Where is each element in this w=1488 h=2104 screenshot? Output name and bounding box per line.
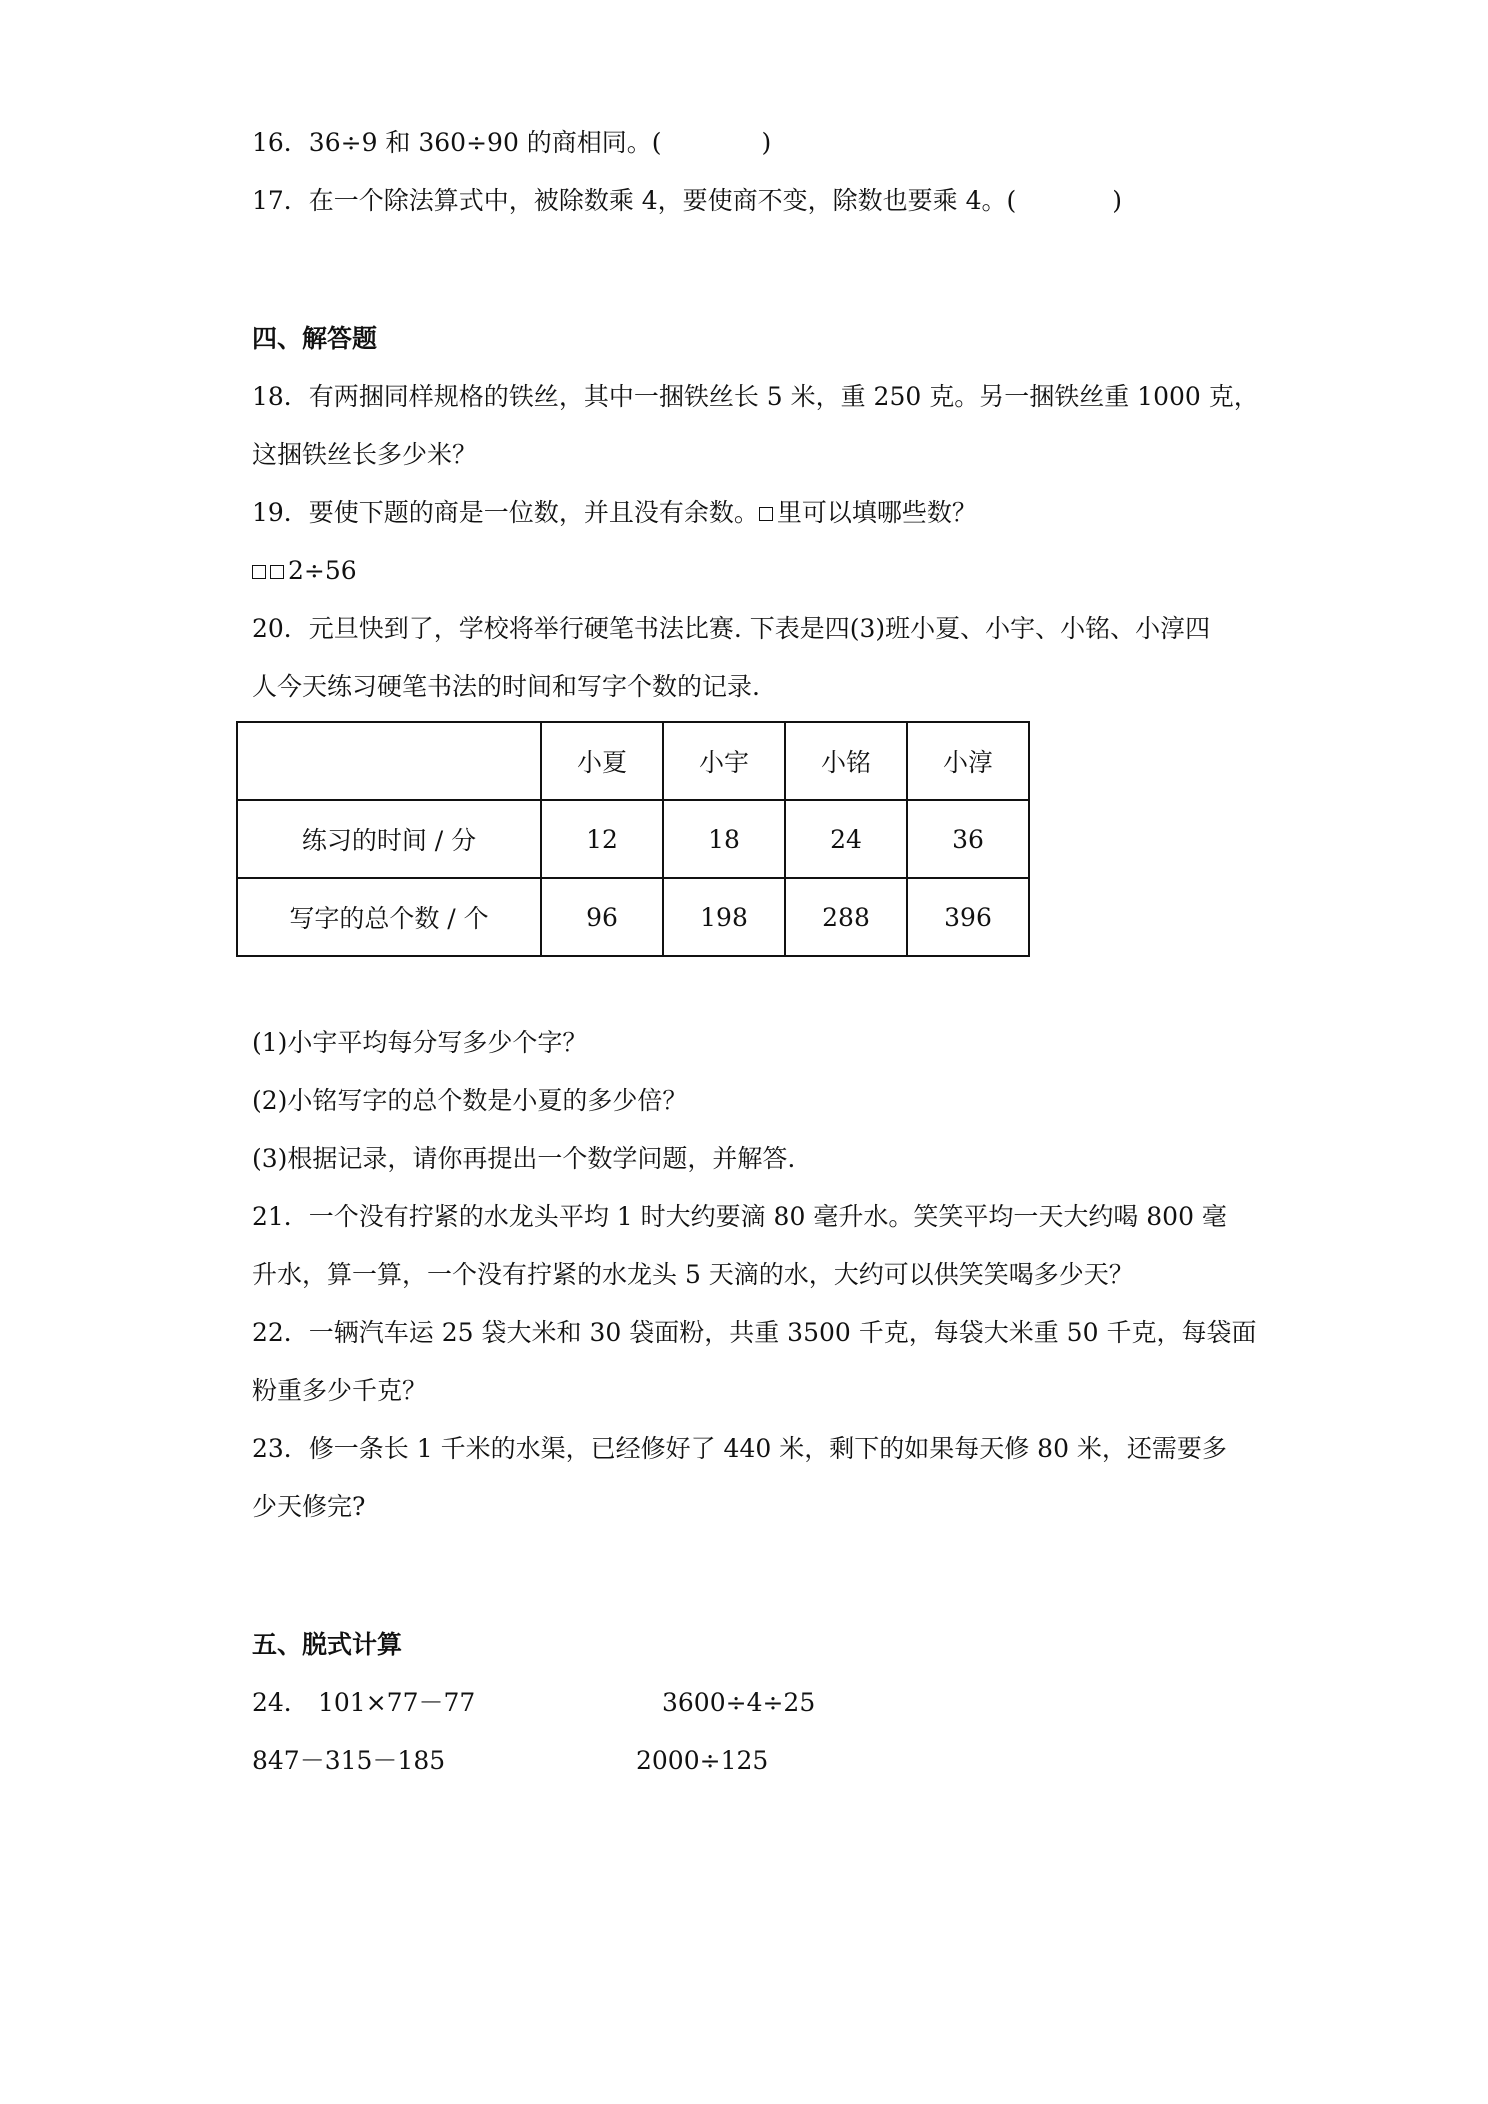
- question-16-text: 16．36÷9 和 360÷90 的商相同。(: [252, 128, 662, 157]
- question-23-line1: 23．修一条长 1 千米的水渠，已经修好了 440 米，剩下的如果每天修 80 米，还需要多: [252, 1434, 1227, 1463]
- table-row: [237, 878, 1029, 956]
- expression-3: 847－315－185: [252, 1746, 446, 1775]
- table-header-cell: 小铭: [785, 722, 907, 800]
- table-cell: 36: [907, 800, 1029, 878]
- blank-square-icon: [252, 565, 266, 579]
- table-header-row: [237, 722, 1029, 800]
- question-16: 16．36÷9 和 360÷90 的商相同。( ): [252, 128, 772, 157]
- record-table: [236, 721, 1030, 957]
- table-cell: 12: [541, 800, 663, 878]
- question-20-sub1: (1)小宇平均每分写多少个字？: [252, 1028, 588, 1057]
- expression-2: 3600÷4÷25: [662, 1688, 816, 1717]
- table-header-cell: [237, 722, 541, 800]
- question-24-prefix: 24．: [252, 1688, 309, 1717]
- question-18-line2: 这捆铁丝长多少米？: [252, 440, 478, 469]
- table-cell: 96: [541, 878, 663, 956]
- table-cell: 18: [663, 800, 785, 878]
- table-cell: 288: [785, 878, 907, 956]
- table-header-cell: 小夏: [541, 722, 663, 800]
- blank-square-icon: [759, 507, 773, 521]
- question-20-sub3: (3)根据记录，请你再提出一个数学问题，并解答.: [252, 1144, 796, 1173]
- question-20-line1: 20．元旦快到了，学校将举行硬笔书法比赛. 下表是四(3)班小夏、小宇、小铭、小淳四: [252, 614, 1211, 643]
- question-18-line1: 18．有两捆同样规格的铁丝，其中一捆铁丝长 5 米，重 250 克。另一捆铁丝重 1000 克，: [252, 382, 1259, 411]
- question-17: 17．在一个除法算式中，被除数乘 4，要使商不变，除数也要乘 4。( ): [252, 186, 1123, 215]
- table-row: [237, 800, 1029, 878]
- section-5-heading: 五、脱式计算: [252, 1630, 403, 1659]
- table-cell: 396: [907, 878, 1029, 956]
- question-19-expression: 2÷56: [252, 554, 357, 588]
- table-row-label: 写字的总个数 / 个: [237, 878, 541, 956]
- question-21-line2: 升水，算一算，一个没有拧紧的水龙头 5 天滴的水，大约可以供笑笑喝多少天？: [252, 1260, 1134, 1289]
- question-21-line1: 21．一个没有拧紧的水龙头平均 1 时大约要滴 80 毫升水。笑笑平均一天大约喝 800 毫: [252, 1202, 1227, 1231]
- question-20-line2: 人今天练习硬笔书法的时间和写字个数的记录.: [252, 672, 760, 701]
- table-row-label: 练习的时间 / 分: [237, 800, 541, 878]
- section-4-heading: 四、解答题: [252, 324, 378, 353]
- expression-1: 101×77－77: [318, 1688, 476, 1717]
- table-cell: 198: [663, 878, 785, 956]
- table-header-cell: 小淳: [907, 722, 1029, 800]
- question-22-line2: 粉重多少千克？: [252, 1376, 428, 1405]
- table-header-cell: 小宇: [663, 722, 785, 800]
- question-17-text: 17．在一个除法算式中，被除数乘 4，要使商不变，除数也要乘 4。(: [252, 186, 1017, 215]
- expression-4: 2000÷125: [636, 1746, 769, 1775]
- question-20-sub2: (2)小铭写字的总个数是小夏的多少倍？: [252, 1086, 688, 1115]
- table-cell: 24: [785, 800, 907, 878]
- blank-square-icon: [270, 565, 284, 579]
- question-23-line2: 少天修完?: [252, 1492, 366, 1521]
- question-22-line1: 22．一辆汽车运 25 袋大米和 30 袋面粉，共重 3500 千克，每袋大米重 50 千克，每袋面: [252, 1318, 1257, 1347]
- question-19: 19．要使下题的商是一位数，并且没有余数。 里可以填哪些数？: [252, 498, 977, 527]
